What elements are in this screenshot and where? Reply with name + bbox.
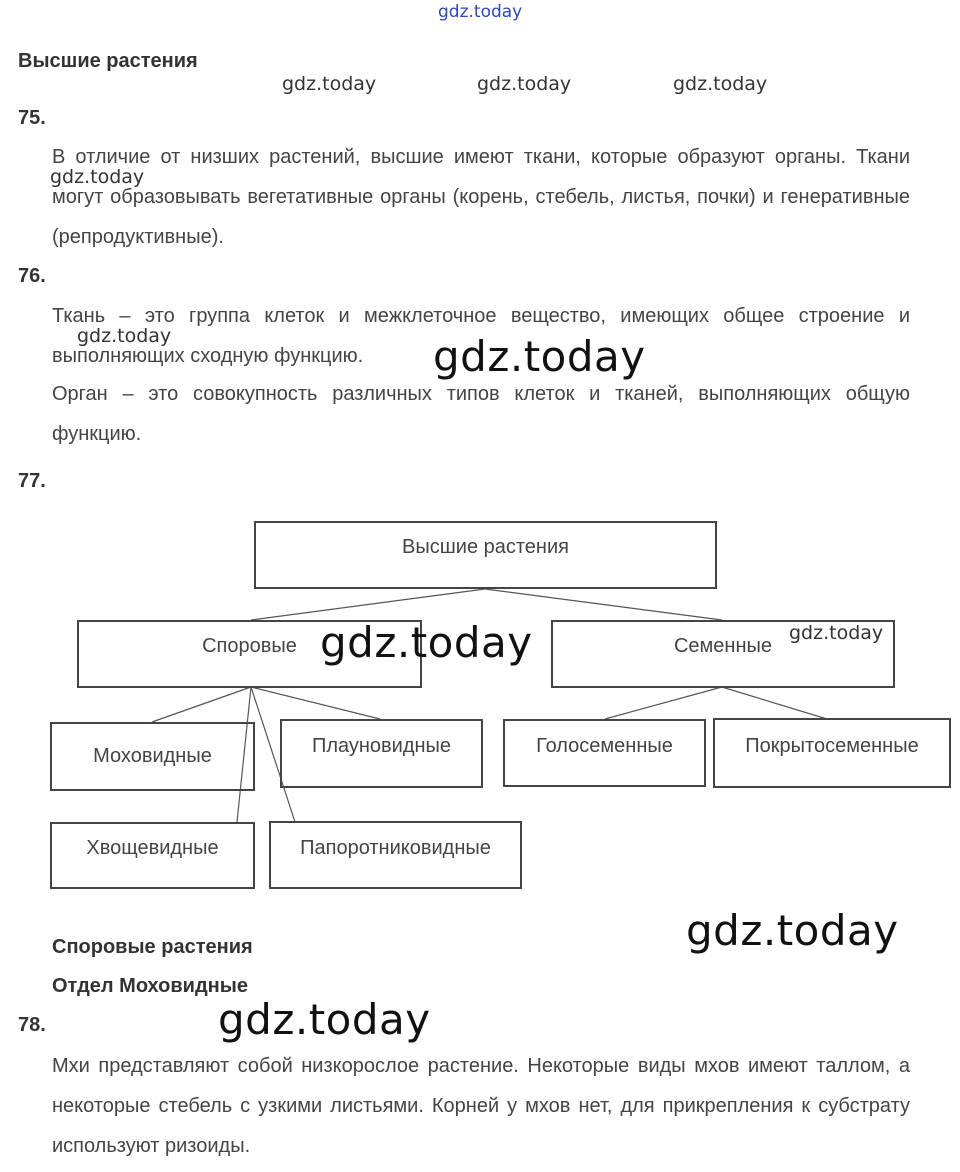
answer-78: Мхи представляют собой низкорослое растение. Некоторые виды мхов имеют таллом, а некоторые стебель с узкими листьями. Корней у мхов нет, для прикрепления к субстрату используют ризоиды.	[52, 1055, 910, 1157]
subtitle-moss-division: Отдел Моховидные	[52, 975, 248, 997]
node-higher-plants: Высшие растения	[254, 521, 717, 589]
connector-root-seed	[485, 589, 722, 620]
connector-seed-gymnosperms	[605, 687, 722, 719]
watermark: gdz.today	[673, 73, 768, 95]
watermark: gdz.today	[789, 622, 884, 644]
watermark: gdz.today	[477, 73, 572, 95]
subtitle-spore-plants: Споровые растения	[52, 936, 253, 958]
question-number-75: 75.	[18, 107, 46, 129]
answer-76-organ: Орган – это совокупность различных типов клеток и тканей, выполняющих общую функцию.	[52, 383, 910, 445]
connector-spore-mosses	[152, 687, 251, 722]
watermark: gdz.today	[433, 332, 646, 381]
watermark: gdz.today	[320, 618, 533, 667]
watermark: gdz.today	[282, 73, 377, 95]
question-number-76: 76.	[18, 265, 46, 287]
watermark: gdz.today	[50, 166, 145, 188]
node-spore-plants: Споровые	[77, 620, 422, 688]
question-number-77: 77.	[18, 470, 46, 492]
connector-root-spore	[251, 589, 485, 620]
node-ferns: Папоротниковидные	[269, 821, 522, 889]
node-lycopods: Плауновидные	[280, 719, 483, 788]
watermark: gdz.today	[77, 325, 172, 347]
connector-spore-lycopods	[251, 687, 380, 719]
node-angiosperms: Покрытосеменные	[713, 718, 951, 788]
node-gymnosperms: Голосеменные	[503, 719, 706, 787]
watermark-top: gdz.today	[438, 2, 523, 22]
watermark: gdz.today	[218, 995, 431, 1044]
node-mosses: Моховидные	[50, 722, 255, 791]
watermark: gdz.today	[686, 906, 899, 955]
question-number-78: 78.	[18, 1014, 46, 1036]
answer-75: В отличие от низших растений, высшие имеют ткани, которые образуют органы. Ткани могут образовывать вегетативные органы (корень, стебель, листья, почки) и генеративные (репродуктивные).	[52, 146, 910, 248]
answer-76-tissue: Ткань – это группа клеток и межклеточное вещество, имеющих общее строение и выполняющих сходную функцию.	[52, 305, 910, 367]
section-title: Высшие растения	[18, 50, 198, 72]
node-seed-plants: Семенные	[551, 620, 895, 688]
node-horsetails: Хвощевидные	[50, 822, 255, 889]
connector-seed-angiosperms	[722, 687, 827, 719]
